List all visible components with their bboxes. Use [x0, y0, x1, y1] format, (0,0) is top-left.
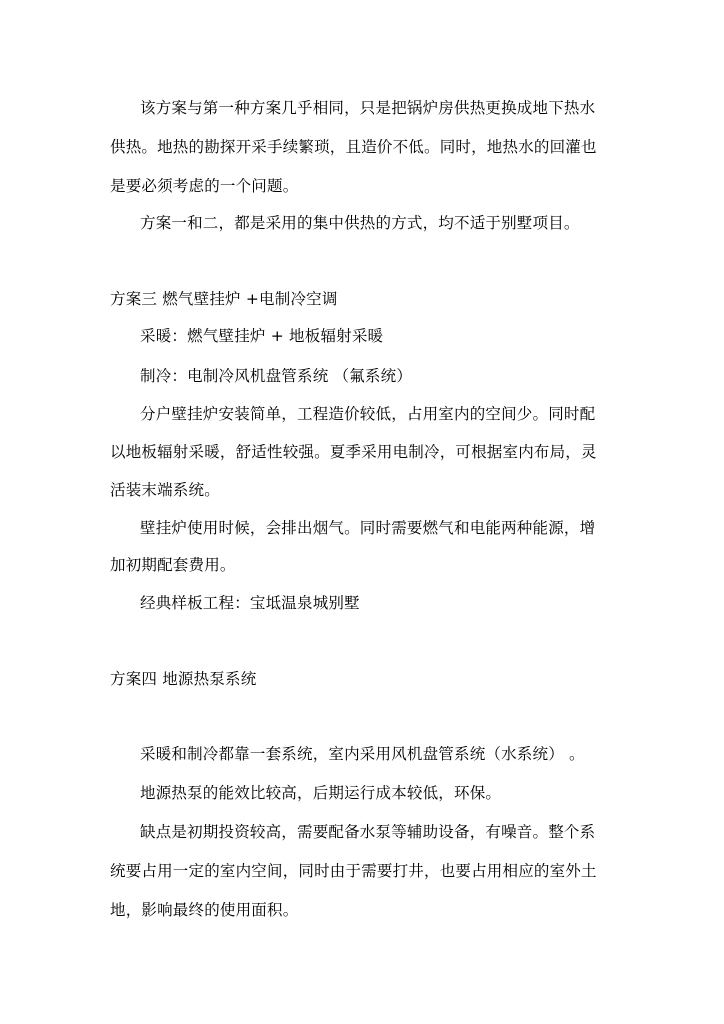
scheme-three-heading: 方案三 燃气壁挂炉 +电制冷空调 — [110, 290, 338, 308]
summary-line: 方案一和二，都是采用的集中供热的方式，均不适于别墅项目。 — [140, 214, 580, 232]
paragraph-line: 壁挂炉使用时候，会排出烟气。同时需要燃气和电能两种能源，增 — [140, 519, 596, 537]
scheme-four-heading: 方案四 地源热泵系统 — [110, 670, 257, 688]
example-line: 经典样板工程：宝坻温泉城别墅 — [140, 594, 360, 612]
paragraph-line: 是要必须考虑的一个问题。 — [110, 177, 299, 195]
paragraph-line: 供热。地热的勘探开采手续繁琐，且造价不低。同时，地热水的回灌也 — [110, 138, 597, 156]
paragraph-line: 活装末端系统。 — [110, 481, 220, 499]
paragraph-line: 加初期配套费用。 — [110, 556, 236, 574]
paragraph-line: 缺点是初期投资较高，需要配备水泵等辅助设备，有噪音。整个系 — [140, 823, 596, 841]
scheme-three-heating: 采暖：燃气壁挂炉 + 地板辐射采暖 — [140, 327, 384, 345]
scheme-four-advantage: 地源热泵的能效比较高，后期运行成本较低，环保。 — [140, 784, 502, 802]
paragraph-line: 该方案与第一种方案几乎相同，只是把锅炉房供热更换成地下热水 — [140, 99, 596, 117]
paragraph-line: 分户壁挂炉安装简单，工程造价较低，占用室内的空间少。同时配 — [140, 405, 596, 423]
paragraph-line: 地，影响最终的使用面积。 — [110, 901, 299, 919]
paragraph-line: 以地板辐射采暖，舒适性较强。夏季采用电制冷，可根据室内布局，灵 — [110, 443, 597, 461]
scheme-four-system: 采暖和制冷都靠一套系统，室内采用风机盘管系统（水系统） 。 — [140, 745, 585, 763]
paragraph-line: 统要占用一定的室内空间，同时由于需要打井，也要占用相应的室外土 — [110, 862, 597, 880]
scheme-three-cooling: 制冷：电制冷风机盘管系统 （氟系统） — [140, 367, 413, 385]
